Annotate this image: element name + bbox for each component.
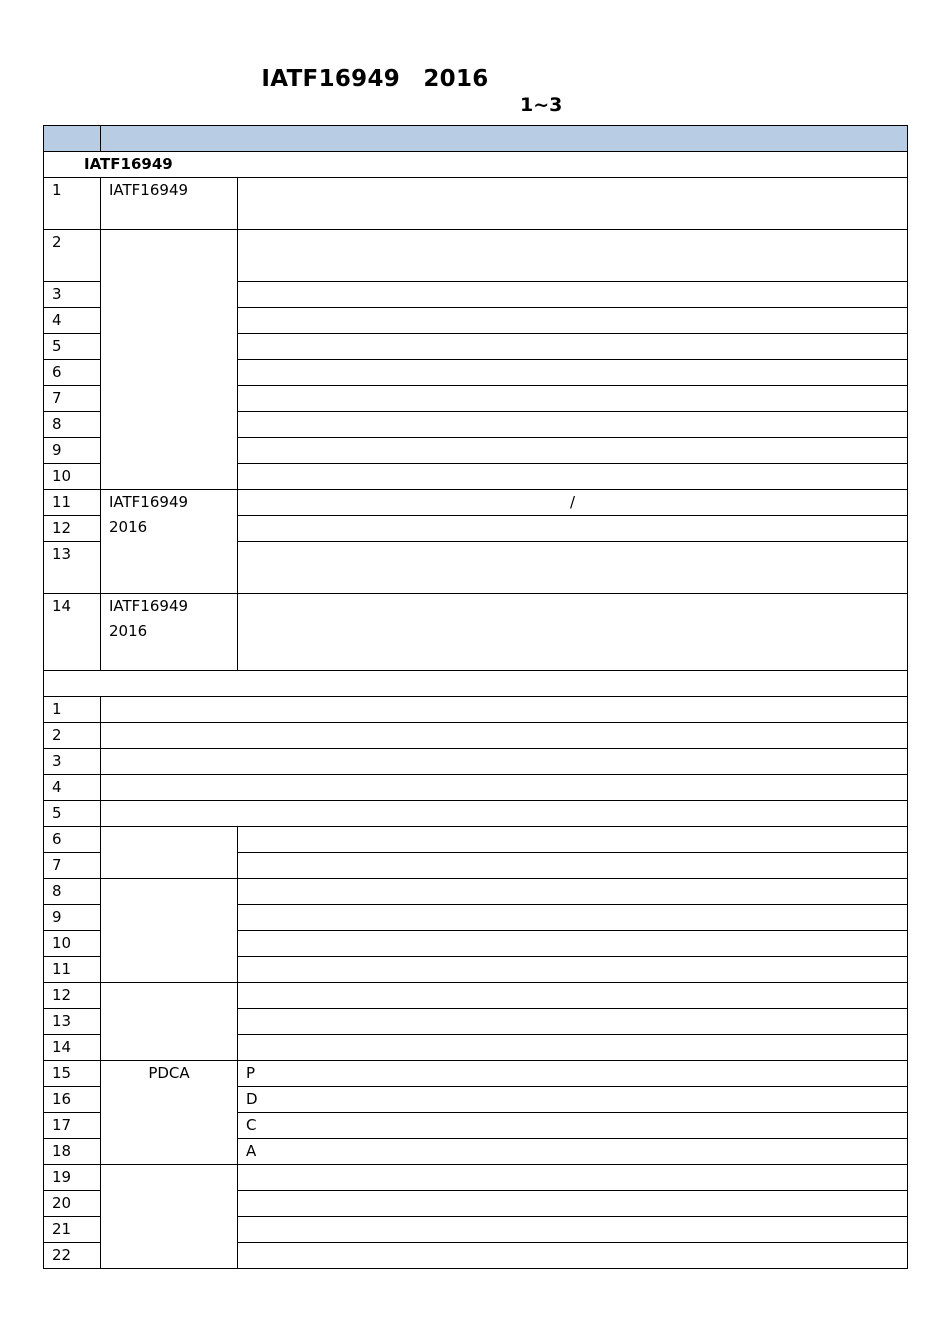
table-row — [44, 1165, 908, 1191]
table-row — [44, 983, 908, 1009]
table-header-row — [44, 126, 908, 152]
table-row — [44, 697, 908, 723]
row-number: 12 — [44, 983, 101, 1009]
row-number: 9 — [44, 438, 101, 464]
row-number: 16 — [44, 1087, 101, 1113]
row-category — [101, 490, 238, 594]
row-number: 17 — [44, 1113, 101, 1139]
row-number: 10 — [44, 464, 101, 490]
row-number: 19 — [44, 1165, 101, 1191]
row-number: 10 — [44, 931, 101, 957]
row-item — [238, 879, 908, 905]
row-category-pdca: PDCA — [101, 1061, 238, 1165]
row-item — [238, 360, 908, 386]
table-row — [44, 723, 908, 749]
row-category — [101, 1165, 238, 1269]
row-number: 20 — [44, 1191, 101, 1217]
table-row — [44, 749, 908, 775]
table-row — [44, 801, 908, 827]
section-heading: IATF16949 — [44, 152, 908, 178]
row-item — [238, 1191, 908, 1217]
checklist-table — [43, 125, 908, 1269]
row-category — [101, 594, 238, 671]
row-number: 21 — [44, 1217, 101, 1243]
row-item: P — [238, 1061, 908, 1087]
row-item — [101, 775, 908, 801]
row-number: 11 — [44, 957, 101, 983]
row-number: 2 — [44, 230, 101, 282]
row-item — [238, 1035, 908, 1061]
row-number: 1 — [44, 697, 101, 723]
row-item — [101, 697, 908, 723]
row-item — [238, 386, 908, 412]
row-number: 22 — [44, 1243, 101, 1269]
row-item: D — [238, 1087, 908, 1113]
table-row — [44, 827, 908, 853]
page-subtitle: 1~3 — [520, 94, 563, 116]
row-item — [101, 801, 908, 827]
section-heading-row — [44, 671, 908, 697]
header-cell-no — [44, 126, 101, 152]
page-title: IATF16949 2016 — [261, 66, 489, 92]
header-cell-content — [101, 126, 908, 152]
row-item: A — [238, 1139, 908, 1165]
row-item — [238, 594, 908, 671]
row-item — [238, 853, 908, 879]
row-number: 5 — [44, 334, 101, 360]
row-number: 14 — [44, 594, 101, 671]
row-number: 3 — [44, 282, 101, 308]
section-heading-row — [44, 152, 908, 178]
row-number: 4 — [44, 775, 101, 801]
row-category — [101, 879, 238, 983]
row-item — [238, 931, 908, 957]
row-number: 3 — [44, 749, 101, 775]
row-number: 7 — [44, 853, 101, 879]
row-item — [238, 1165, 908, 1191]
row-item — [101, 723, 908, 749]
row-category-line2: 2016 — [109, 518, 148, 536]
table-row — [44, 775, 908, 801]
row-item — [238, 178, 908, 230]
row-item — [238, 334, 908, 360]
table-row — [44, 230, 908, 282]
row-item — [238, 957, 908, 983]
row-category-line1: IATF16949 — [109, 493, 189, 511]
row-number: 12 — [44, 516, 101, 542]
row-item — [238, 827, 908, 853]
table-row — [44, 879, 908, 905]
row-number: 11 — [44, 490, 101, 516]
row-item — [238, 438, 908, 464]
table-row — [44, 178, 908, 230]
row-number: 8 — [44, 412, 101, 438]
row-number: 18 — [44, 1139, 101, 1165]
row-number: 13 — [44, 1009, 101, 1035]
row-number: 6 — [44, 360, 101, 386]
row-item — [238, 282, 908, 308]
table-row — [44, 490, 908, 516]
row-number: 6 — [44, 827, 101, 853]
row-item — [238, 542, 908, 594]
row-number: 2 — [44, 723, 101, 749]
row-number: 1 — [44, 178, 101, 230]
row-number: 13 — [44, 542, 101, 594]
row-item — [238, 412, 908, 438]
row-category — [101, 983, 238, 1061]
row-number: 14 — [44, 1035, 101, 1061]
row-item — [238, 905, 908, 931]
section-heading — [44, 671, 908, 697]
row-item — [238, 1217, 908, 1243]
table-row — [44, 1061, 908, 1087]
row-item — [101, 749, 908, 775]
row-category-line1: IATF16949 — [109, 597, 189, 615]
row-number: 7 — [44, 386, 101, 412]
row-item — [238, 1009, 908, 1035]
row-item — [238, 230, 908, 282]
row-item: / — [238, 490, 908, 516]
row-category — [101, 827, 238, 879]
row-category — [101, 230, 238, 490]
row-item: C — [238, 1113, 908, 1139]
row-number: 15 — [44, 1061, 101, 1087]
row-number: 4 — [44, 308, 101, 334]
row-number: 5 — [44, 801, 101, 827]
row-item — [238, 1243, 908, 1269]
row-item — [238, 464, 908, 490]
row-item — [238, 516, 908, 542]
row-category: IATF16949 — [101, 178, 238, 230]
row-number: 9 — [44, 905, 101, 931]
row-number: 8 — [44, 879, 101, 905]
row-item — [238, 983, 908, 1009]
table-row — [44, 594, 908, 671]
row-category-line2: 2016 — [109, 622, 148, 640]
row-item — [238, 308, 908, 334]
